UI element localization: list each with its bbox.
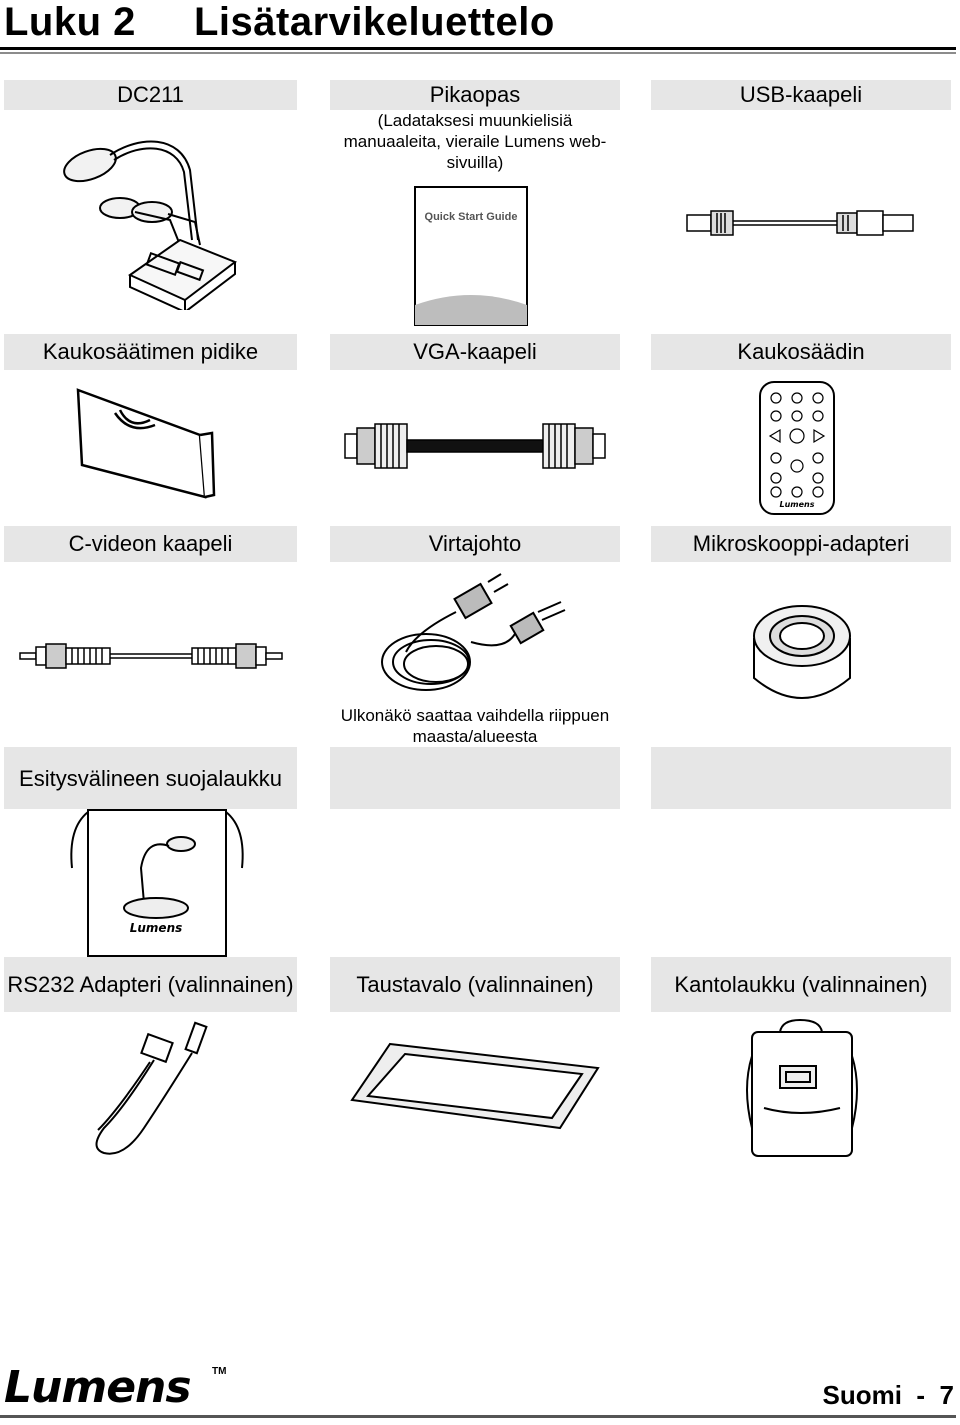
item-label-remote-holder: Kaukosäätimen pidike xyxy=(4,334,297,370)
item-label-protective-bag: Esitysvälineen suojalaukku xyxy=(4,747,297,809)
cvideo-cable-illustration xyxy=(18,640,284,672)
rs232-adapter-illustration xyxy=(84,1018,214,1160)
item-label-usb-cable: USB-kaapeli xyxy=(651,80,951,110)
item-label-rs232-adapter: RS232 Adapteri (valinnainen) xyxy=(4,957,297,1012)
dc211-camera-illustration xyxy=(60,130,250,310)
power-cord-illustration xyxy=(376,572,572,702)
item-label-quick-guide xyxy=(330,80,620,175)
item-label-power-cord: Virtajohto xyxy=(330,526,620,562)
quick-guide-booklet-illustration xyxy=(413,185,529,327)
item-label-dc211: DC211 xyxy=(4,80,297,110)
item-label-cvideo-cable: C-videon kaapeli xyxy=(4,526,297,562)
item-label-vga-cable: VGA-kaapeli xyxy=(330,334,620,370)
microscope-adapter-illustration xyxy=(748,598,856,708)
protective-bag-illustration xyxy=(66,808,248,958)
remote-holder-illustration xyxy=(70,385,220,505)
quick-guide-title: Pikaopas xyxy=(429,82,521,107)
bag-logo-text: Lumens xyxy=(129,921,183,935)
empty-label-cell-middle xyxy=(330,747,620,809)
heading-rule-shadow xyxy=(0,52,956,54)
item-label-backlight: Taustavalo (valinnainen) xyxy=(330,957,620,1012)
quick-guide-cover-text: Quick Start Guide xyxy=(424,211,518,223)
remote-control-illustration xyxy=(758,380,836,516)
power-cord-note: Ulkonäkö saattaa vaihdella riippuen maasta/alueesta xyxy=(340,706,610,746)
heading-rule xyxy=(0,47,956,50)
quick-guide-note: (Ladataksesi muunkielisiä manuaaleita, vieraile Lumens web-sivuilla) xyxy=(330,110,620,175)
item-label-microscope-adapter: Mikroskooppi-adapteri xyxy=(651,526,951,562)
item-label-carry-bag: Kantolaukku (valinnainen) xyxy=(651,957,951,1012)
chapter-heading xyxy=(4,0,555,45)
usb-cable-illustration xyxy=(685,205,917,241)
remote-logo-text: Lumens xyxy=(779,500,815,509)
empty-label-cell-right xyxy=(651,747,951,809)
backlight-illustration xyxy=(350,1040,600,1132)
chapter-number: Luku 2 xyxy=(4,0,136,44)
chapter-title: Lisätarvikeluettelo xyxy=(194,0,555,44)
footer-rule xyxy=(0,1415,956,1418)
item-label-remote-control: Kaukosäädin xyxy=(651,334,951,370)
carry-bag-illustration xyxy=(740,1018,864,1160)
lumens-logo: Lumens xyxy=(4,1362,191,1413)
page-number: Suomi - 7 xyxy=(822,1380,954,1410)
vga-cable-illustration xyxy=(343,420,607,472)
trademark-symbol: TM xyxy=(212,1366,227,1377)
